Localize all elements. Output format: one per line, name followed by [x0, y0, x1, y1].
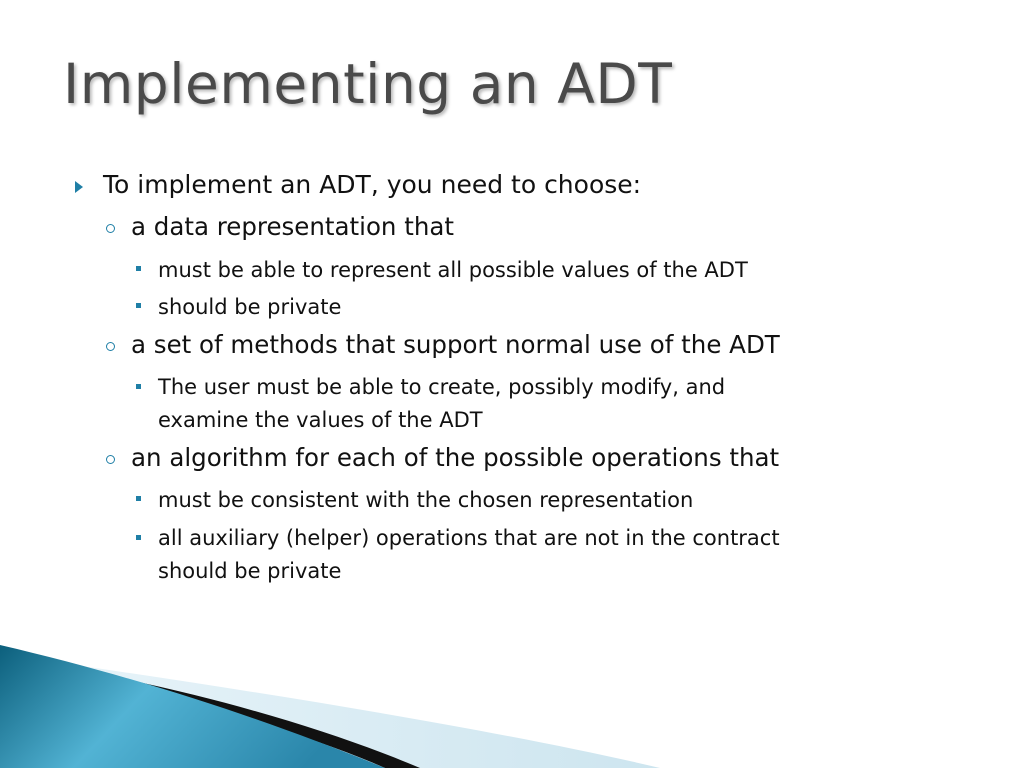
bullet-level2-text: an algorithm for each of the possible operations that [131, 443, 780, 472]
bullet-level3-text: must be consistent with the chosen representation [158, 488, 694, 512]
bullet-level2-text: a set of methods that support normal use of the ADT [131, 330, 780, 359]
bullet-level1-text: To implement an ADT, you need to choose: [103, 170, 642, 199]
bullet-level3-text: must be able to represent all possible values of the ADT [158, 258, 748, 282]
bullet-level2-text: a data representation that [131, 212, 454, 241]
bullet-level3-text-continued: should be private [158, 559, 342, 583]
bullet-level3-text: The user must be able to create, possibly modify, and [158, 375, 726, 399]
bullet-level3-text: all auxiliary (helper) operations that are not in the contract [158, 526, 780, 550]
bullet-level3-text-continued: examine the values of the ADT [158, 408, 483, 432]
bullet-level3-text: should be private [158, 295, 342, 319]
slide-title: Implementing an ADT [63, 52, 673, 116]
